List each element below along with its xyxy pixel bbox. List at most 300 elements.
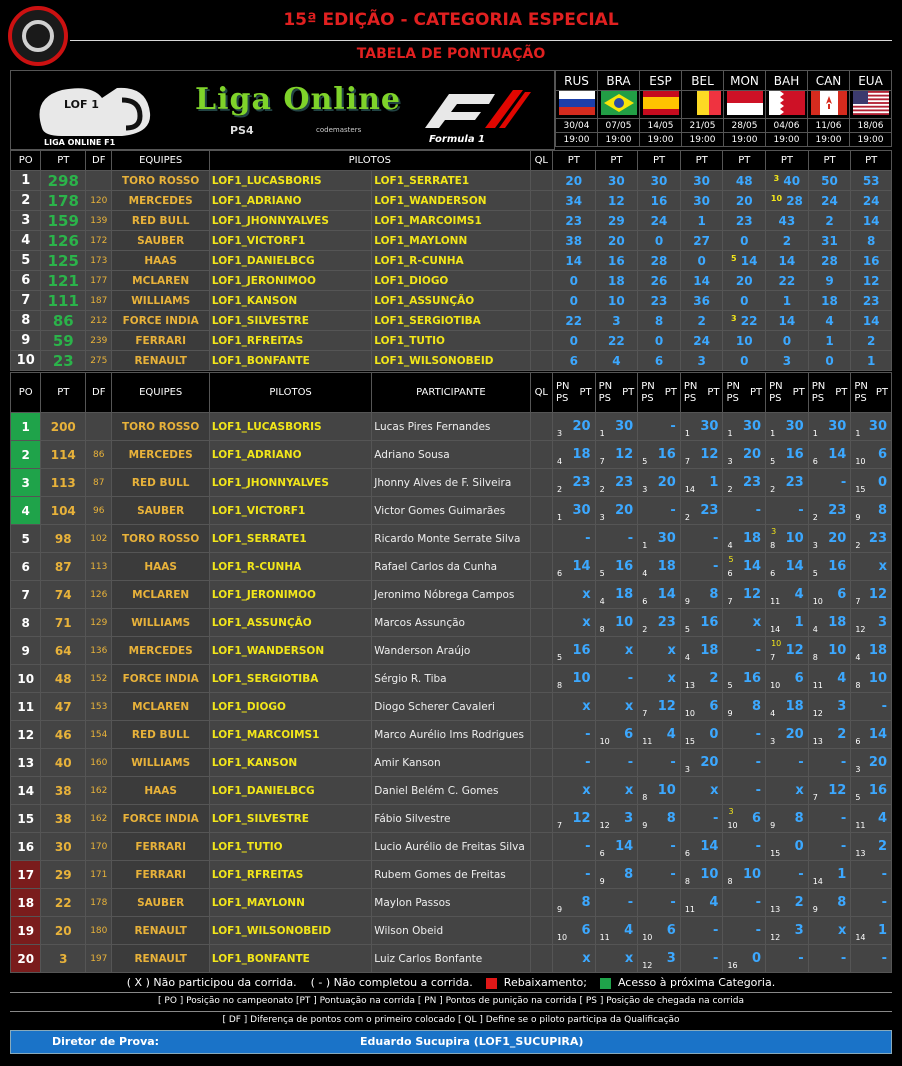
race-points-value: 30 (608, 173, 625, 188)
race-points-value: 26 (650, 273, 668, 288)
race-time: 19:00 (556, 133, 598, 147)
finish-position: 2 (599, 485, 605, 494)
driver-diff: 162 (86, 805, 112, 833)
race-points: 4 (837, 671, 847, 686)
col-pn-ps-pt (851, 373, 892, 413)
race-points: 3 (666, 951, 676, 966)
race-points-value: 6 (569, 353, 578, 368)
driver-race-result (680, 525, 723, 553)
finish-position: 7 (684, 457, 690, 466)
driver-race-result (808, 497, 851, 525)
driver-pilot: LOF1_TUTIO (209, 833, 371, 861)
race-time: 19:00 (724, 133, 766, 147)
driver-race-result (723, 553, 766, 581)
race-points: 6 (877, 447, 887, 462)
team-driver-1: LOF1_SILVESTRE (209, 311, 371, 331)
race-points: 14 (742, 559, 762, 574)
drivers-standings-table (10, 372, 892, 973)
driver-ql (530, 777, 552, 805)
col-pn: PN (683, 380, 698, 392)
liga-online-logo: Liga Online (195, 82, 401, 117)
table-row (11, 637, 892, 665)
driver-race-result (851, 889, 892, 917)
driver-pilot: LOF1_MAYLONN (209, 889, 371, 917)
race-points: 0 (877, 475, 887, 490)
driver-diff: 197 (86, 945, 112, 973)
team-ql (530, 351, 552, 371)
driver-race-result (766, 497, 809, 525)
team-race-points (680, 171, 723, 191)
driver-points: 71 (41, 609, 86, 637)
driver-race-result (552, 693, 595, 721)
col-race-pt: PT (766, 151, 809, 171)
driver-race-result (680, 749, 723, 777)
driver-race-result (808, 469, 851, 497)
driver-race-result (595, 917, 638, 945)
team-points: 125 (41, 251, 86, 271)
driver-points: 74 (41, 581, 86, 609)
race-points: 4 (794, 587, 804, 602)
race-points: 23 (785, 475, 804, 490)
team-race-points (723, 191, 766, 211)
race-points: - (627, 531, 634, 546)
team-race-points (680, 271, 723, 291)
driver-race-result (766, 469, 809, 497)
team-driver-2: LOF1_R-CUNHA (372, 251, 530, 271)
driver-diff: 129 (86, 609, 112, 637)
col-pt: PT (41, 373, 86, 413)
col-ps: PS (555, 392, 569, 404)
penalty-mark: 3 (773, 173, 780, 183)
team-name: FORCE INDIA (112, 311, 209, 331)
driver-pilot: LOF1_DANIELBCG (209, 777, 371, 805)
race-date: 04/06 (766, 119, 808, 133)
finish-position: 2 (684, 513, 690, 522)
race-date: 21/05 (682, 119, 724, 133)
team-race-points (766, 171, 809, 191)
driver-participant: Wilson Obeid (372, 917, 530, 945)
race-points: - (755, 643, 762, 658)
driver-race-result (638, 609, 681, 637)
race-points: - (670, 895, 676, 910)
col-pn-ps-pt (766, 373, 809, 413)
col-ql: QL (530, 373, 552, 413)
finish-position: 4 (855, 653, 861, 662)
driver-race-result (851, 581, 892, 609)
driver-diff: 96 (86, 497, 112, 525)
finish-position: 6 (684, 849, 690, 858)
team-ql (530, 311, 552, 331)
race-points: 20 (868, 755, 887, 770)
legend-divider-1 (10, 992, 892, 993)
team-race-points (851, 271, 892, 291)
driver-race-result (723, 581, 766, 609)
finish-position: 6 (642, 597, 648, 606)
team-position: 7 (11, 291, 41, 311)
race-points-value: 18 (821, 293, 838, 308)
driver-race-result (638, 861, 681, 889)
teams-standings-table (10, 150, 892, 371)
col-pn: PN (769, 380, 783, 392)
driver-race-result (766, 721, 809, 749)
race-date: 30/04 (556, 119, 598, 133)
driver-pilot: LOF1_BONFANTE (209, 945, 371, 973)
finish-position: 2 (727, 485, 733, 494)
race-points: 16 (572, 643, 591, 658)
table-row (11, 497, 892, 525)
driver-participant: Victor Gomes Guimarães (372, 497, 530, 525)
driver-diff: 171 (86, 861, 112, 889)
driver-race-result (766, 609, 809, 637)
driver-participant: Amir Kanson (372, 749, 530, 777)
col-race-pt: PT (808, 151, 851, 171)
finish-position: 6 (599, 849, 605, 858)
driver-team: TORO ROSSO (112, 525, 209, 553)
driver-diff: 160 (86, 749, 112, 777)
team-race-points (808, 231, 851, 251)
finish-position: 14 (684, 485, 696, 494)
driver-diff: 154 (86, 721, 112, 749)
team-race-points (723, 271, 766, 291)
race-points-value: 14 (778, 253, 796, 268)
race-date: 14/05 (640, 119, 682, 133)
race-points: 6 (624, 727, 634, 742)
race-code-bra: BRA (598, 71, 640, 91)
team-race-points (638, 311, 681, 331)
team-race-points (638, 171, 681, 191)
driver-pilot: LOF1_JERONIMOO (209, 581, 371, 609)
driver-participant: Maylon Passos (372, 889, 530, 917)
col-pilotos: PILOTOS (209, 373, 371, 413)
finish-position: 5 (812, 569, 818, 578)
race-points-value: 10 (608, 293, 625, 308)
team-diff: 275 (86, 351, 112, 371)
driver-race-result (638, 497, 681, 525)
col-ql: QL (530, 151, 552, 171)
driver-pilot: LOF1_ASSUNÇÃO (209, 609, 371, 637)
race-points: - (755, 755, 762, 770)
driver-pilot: LOF1_JHONNYALVES (209, 469, 371, 497)
penalty-points: 3 (771, 527, 777, 536)
race-points: 16 (828, 559, 847, 574)
finish-position: 10 (642, 933, 653, 942)
driver-position: 18 (11, 889, 41, 917)
race-time: 19:00 (682, 133, 724, 147)
driver-points: 87 (41, 553, 86, 581)
race-points: 2 (709, 671, 719, 686)
race-points: 6 (752, 811, 762, 826)
team-race-points (851, 251, 892, 271)
team-race-points (766, 291, 809, 311)
race-points: x (624, 783, 634, 798)
lof1-logo (22, 78, 172, 148)
driver-race-result (851, 609, 892, 637)
race-points: 3 (877, 615, 887, 630)
race-points: 18 (700, 643, 719, 658)
team-race-points (808, 251, 851, 271)
driver-participant: Rubem Gomes de Freitas (372, 861, 530, 889)
col-race-pt: PT (851, 151, 892, 171)
driver-race-result (808, 665, 851, 693)
table-row (11, 211, 892, 231)
driver-pilot: LOF1_SILVESTRE (209, 805, 371, 833)
driver-race-result (851, 833, 892, 861)
driver-race-result (808, 441, 851, 469)
finish-position: 4 (727, 541, 733, 550)
team-points: 59 (41, 331, 86, 351)
driver-pilot: LOF1_VICTORF1 (209, 497, 371, 525)
finish-position: 6 (727, 569, 733, 578)
race-points: 20 (615, 503, 634, 518)
flag-eua-icon (850, 91, 892, 119)
table-row (11, 609, 892, 637)
finish-position: 2 (770, 485, 776, 494)
finish-position: 7 (727, 597, 733, 606)
driver-race-result (766, 553, 809, 581)
team-race-points (808, 311, 851, 331)
race-points: - (881, 951, 887, 966)
team-driver-1: LOF1_JHONNYALVES (209, 211, 371, 231)
team-position: 9 (11, 331, 41, 351)
race-points: 14 (785, 559, 804, 574)
race-points: 20 (572, 419, 591, 434)
driver-race-result (552, 833, 595, 861)
driver-race-result (552, 861, 595, 889)
team-race-points (552, 291, 595, 311)
race-points-value: 4 (612, 353, 621, 368)
driver-ql (530, 945, 552, 973)
driver-race-result (723, 917, 766, 945)
driver-race-result (638, 805, 681, 833)
driver-race-result (638, 749, 681, 777)
driver-race-result (552, 665, 595, 693)
race-points: 23 (700, 503, 719, 518)
finish-position: 12 (770, 933, 781, 942)
race-points: - (798, 951, 804, 966)
driver-race-result (808, 553, 851, 581)
table-row (11, 805, 892, 833)
finish-position: 11 (599, 933, 610, 942)
race-points: 18 (657, 559, 676, 574)
driver-points: 104 (41, 497, 86, 525)
team-race-points (595, 291, 638, 311)
col-pn-ps-pt (552, 373, 595, 413)
race-director-name: Eduardo Sucupira (LOF1_SUCUPIRA) (360, 1035, 584, 1048)
team-race-points (595, 351, 638, 371)
driver-position: 16 (11, 833, 41, 861)
driver-ql (530, 553, 552, 581)
driver-pilot: LOF1_DIOGO (209, 693, 371, 721)
race-points: 1 (877, 923, 887, 938)
driver-race-result (638, 637, 681, 665)
race-points-value: 28 (821, 253, 838, 268)
race-points-value: 3 (782, 353, 792, 368)
race-points-value: 0 (825, 353, 834, 368)
team-race-points (552, 331, 595, 351)
race-points: 30 (572, 503, 591, 518)
race-points: 30 (828, 419, 847, 434)
driver-race-result (552, 497, 595, 525)
penalty-mark: 3 (731, 313, 737, 323)
finish-position: 7 (599, 457, 605, 466)
race-points: 10 (742, 867, 762, 882)
race-points: 3 (624, 811, 634, 826)
team-race-points (766, 231, 809, 251)
driver-race-result (808, 749, 851, 777)
team-driver-2: LOF1_TUTIO (372, 331, 530, 351)
driver-race-result (808, 413, 851, 441)
driver-race-result (595, 889, 638, 917)
title-divider (70, 40, 892, 41)
col-race-pt: PT (680, 151, 723, 171)
driver-race-result (766, 749, 809, 777)
promotion-swatch (600, 978, 611, 989)
col-pt: PT (875, 386, 888, 398)
driver-position: 2 (11, 441, 41, 469)
driver-ql (530, 917, 552, 945)
driver-position: 1 (11, 413, 41, 441)
race-points-value: 0 (654, 333, 664, 348)
driver-race-result (552, 469, 595, 497)
team-points: 298 (41, 171, 86, 191)
race-points-value: 27 (693, 233, 710, 248)
legend-dnf: ( - ) Não completou a corrida. (310, 976, 473, 989)
team-ql (530, 251, 552, 271)
team-race-points (552, 311, 595, 331)
penalty-points: 3 (728, 807, 734, 816)
finish-position: 12 (599, 821, 610, 830)
col-pn: PN (854, 380, 868, 392)
driver-race-result (808, 889, 851, 917)
race-points: 8 (877, 503, 887, 518)
driver-race-result (680, 469, 723, 497)
driver-team: FORCE INDIA (112, 665, 209, 693)
race-points-value: 12 (862, 273, 880, 288)
race-points: x (752, 615, 762, 630)
driver-diff: 162 (86, 777, 112, 805)
team-name: MERCEDES (112, 191, 209, 211)
driver-pilot: LOF1_MARCOIMS1 (209, 721, 371, 749)
finish-position: 3 (812, 541, 818, 550)
team-position: 2 (11, 191, 41, 211)
finish-position: 5 (599, 569, 605, 578)
team-race-points (766, 191, 809, 211)
driver-race-result (723, 693, 766, 721)
team-race-points (808, 351, 851, 371)
col-pn-ps-pt (595, 373, 638, 413)
driver-pilot: LOF1_RFREITAS (209, 861, 371, 889)
team-position: 8 (11, 311, 41, 331)
driver-race-result (680, 693, 723, 721)
team-name: HAAS (112, 251, 209, 271)
col-race-pt: PT (723, 151, 766, 171)
col-pt: PT (707, 386, 720, 398)
page-title: 15ª EDIÇÃO - CATEGORIA ESPECIAL (283, 10, 619, 30)
team-race-points (851, 191, 892, 211)
finish-position: 3 (599, 513, 605, 522)
race-points: 10 (828, 643, 847, 658)
race-points-value: 0 (569, 273, 578, 288)
driver-team: RED BULL (112, 721, 209, 749)
col-ps: PS (598, 392, 611, 404)
driver-points: 46 (41, 721, 86, 749)
finish-position: 14 (770, 625, 781, 634)
finish-position: 8 (642, 793, 648, 802)
driver-race-result (723, 497, 766, 525)
driver-race-result (851, 805, 892, 833)
col-pn: PN (555, 380, 570, 392)
legend-divider-2 (10, 1011, 892, 1012)
lof1-label: LIGA ONLINE F1 (44, 138, 116, 147)
driver-race-result (723, 413, 766, 441)
driver-race-result (851, 525, 892, 553)
driver-race-result (638, 525, 681, 553)
race-points: 4 (666, 727, 676, 742)
formula1-logo (415, 80, 535, 146)
race-points-value: 0 (654, 233, 664, 248)
race-points: - (881, 895, 887, 910)
driver-race-result (595, 721, 638, 749)
race-date: 28/05 (724, 119, 766, 133)
driver-position: 13 (11, 749, 41, 777)
driver-pilot: LOF1_LUCASBORIS (209, 413, 371, 441)
driver-race-result (808, 721, 851, 749)
driver-team: FERRARI (112, 833, 209, 861)
race-points: 12 (615, 447, 634, 462)
driver-team: WILLIAMS (112, 749, 209, 777)
race-points: x (710, 783, 719, 798)
driver-race-result (851, 749, 892, 777)
driver-pilot: LOF1_SERGIOTIBA (209, 665, 371, 693)
team-race-points (766, 211, 809, 231)
race-points: x (582, 951, 591, 966)
team-race-points (766, 331, 809, 351)
race-points: 16 (785, 447, 804, 462)
race-points: 14 (657, 587, 676, 602)
driver-points: 29 (41, 861, 86, 889)
driver-race-result (808, 917, 851, 945)
race-points-value: 14 (778, 313, 796, 328)
race-points-value: 2 (825, 213, 834, 228)
race-points: - (713, 951, 719, 966)
col-ps: PS (769, 392, 782, 404)
finish-position: 8 (599, 625, 605, 634)
team-points: 86 (41, 311, 86, 331)
team-race-points (766, 351, 809, 371)
finish-position: 8 (770, 541, 776, 550)
driver-team: SAUBER (112, 889, 209, 917)
driver-race-result (723, 637, 766, 665)
race-points-value: 0 (740, 353, 749, 368)
race-points-value: 16 (608, 253, 625, 268)
driver-points: 64 (41, 637, 86, 665)
race-points: 23 (572, 475, 591, 490)
col-pt: PT (749, 386, 763, 398)
col-ps: PS (726, 392, 739, 404)
driver-race-result (552, 581, 595, 609)
team-position: 6 (11, 271, 41, 291)
driver-race-result (595, 777, 638, 805)
team-name: RED BULL (112, 211, 209, 231)
finish-position: 9 (556, 905, 563, 914)
table-row (11, 889, 892, 917)
race-points: - (713, 811, 719, 826)
race-points: - (713, 531, 719, 546)
race-points: x (582, 615, 591, 630)
finish-position: 3 (727, 457, 733, 466)
team-ql (530, 271, 552, 291)
race-points: - (627, 755, 634, 770)
